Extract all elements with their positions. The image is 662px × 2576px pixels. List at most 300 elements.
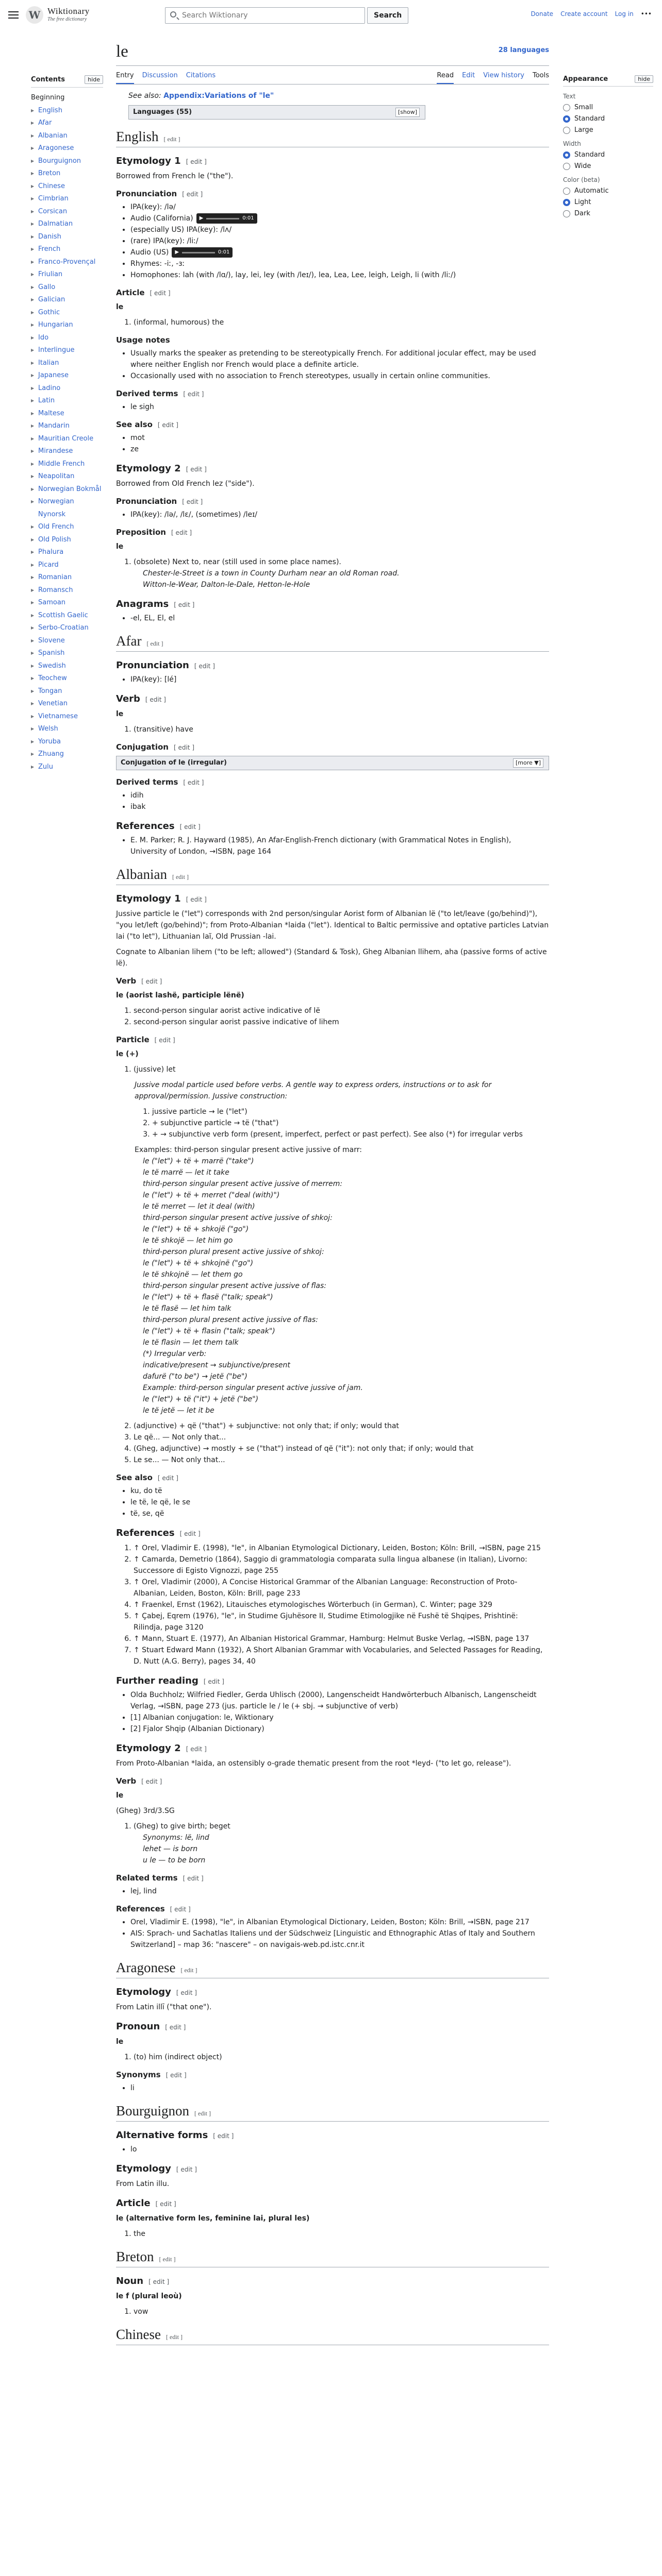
afar-derived-list-item[interactable]: • ibak xyxy=(130,801,549,812)
jussive-example: le ("let") + të + marrë ("take") xyxy=(143,1157,254,1165)
preposition-definitions-item: 1. (obsolete) Next to, near (still used in some place names). xyxy=(134,556,549,568)
chevron-right-icon[interactable]: ▶ xyxy=(31,752,35,756)
synonyms-line: Synonyms: lë, lind xyxy=(143,1834,209,1842)
edit-link[interactable]: [ edit ] xyxy=(141,1778,162,1785)
chevron-right-icon[interactable]: ▶ xyxy=(31,183,35,189)
aragonese-syn-list-item[interactable]: • li xyxy=(130,2082,549,2094)
further-reading-list-item: • [1] Albanian conjugation: le, Wiktionary xyxy=(130,1712,549,1723)
toc-item[interactable] xyxy=(31,521,103,534)
toc-item[interactable] xyxy=(31,420,103,433)
play-icon[interactable]: ▶ xyxy=(175,249,179,255)
edit-link[interactable]: [ edit ] xyxy=(180,1967,197,1974)
page-title-text: le xyxy=(116,42,128,61)
toc-item-label: English xyxy=(38,106,62,114)
site-name[interactable]: Wiktionary xyxy=(47,6,90,16)
chevron-right-icon[interactable]: ▶ xyxy=(31,209,35,214)
toc-item[interactable] xyxy=(31,458,103,471)
toc-item-label: Albanian xyxy=(38,131,68,140)
edit-link[interactable]: [ edit ] xyxy=(194,663,215,670)
english-etymology-text: Borrowed from French le ("the"). xyxy=(116,172,234,180)
jussive-example: third-person singular present active jussive of shkoj: xyxy=(143,1214,333,1222)
toc-item[interactable] xyxy=(31,761,103,774)
bourguignon-article-text: Article xyxy=(116,2198,151,2209)
toc-item[interactable] xyxy=(31,672,103,685)
jussive-example: le ("let") + të + merret ("deal (with)") xyxy=(143,1191,280,1199)
color-light-option[interactable]: Light xyxy=(563,198,653,206)
edit-link[interactable]: [ edit ] xyxy=(166,2333,183,2341)
chevron-right-icon[interactable]: ▶ xyxy=(31,499,35,504)
chevron-right-icon[interactable]: ▶ xyxy=(31,171,35,176)
tab-read[interactable]: Read xyxy=(437,72,454,84)
radio-icon xyxy=(563,127,570,134)
chevron-right-icon[interactable]: ▶ xyxy=(31,411,35,416)
edit-link[interactable]: [ edit ] xyxy=(159,2256,176,2263)
main-menu-icon[interactable] xyxy=(8,9,19,21)
jussive-example: third-person plural present active jussive of flas: xyxy=(143,1316,318,1324)
particle-def-item: 2. (adjunctive) + që ("that") + subjunctive: not only that; if only; would that xyxy=(134,1420,549,1432)
toc-item-label: Gothic xyxy=(38,308,60,316)
edit-link[interactable]: [ edit ] xyxy=(148,2278,169,2285)
afar-derived-text: Derived terms xyxy=(116,777,178,787)
afar-derived xyxy=(116,777,549,787)
aragonese-etymology-text: Etymology xyxy=(116,1987,171,1997)
edit-link[interactable]: [ edit ] xyxy=(158,421,178,429)
toc-item[interactable] xyxy=(31,685,103,698)
albanian-refs2-list-item: • Orel, Vladimir E. (1998), "le", in Albanian Etymological Dictionary, Leiden, Boston; Köln: Brill, →ISBN, page 217 xyxy=(130,1917,549,1928)
english-derived xyxy=(116,389,549,398)
particle-def-item: 5. Le se... — Not only that... xyxy=(134,1454,549,1466)
english-etymology-2 xyxy=(116,463,549,474)
section-afar xyxy=(116,633,549,652)
edit-link[interactable]: [ edit ] xyxy=(176,1989,197,1996)
toc-item[interactable] xyxy=(31,483,103,496)
edit-link[interactable]: [ edit ] xyxy=(182,191,203,198)
toc-item[interactable] xyxy=(31,635,103,648)
toc-item[interactable] xyxy=(31,408,103,420)
toc-item-label: Teochew xyxy=(38,674,67,682)
toc-item-label: Mirandese xyxy=(38,447,73,455)
edit-link[interactable]: [ edit ] xyxy=(156,2200,176,2208)
toc-item-label: Maltese xyxy=(38,409,64,417)
chevron-right-icon[interactable]: ▶ xyxy=(31,108,35,113)
particle-def-item: 4. (Gheg, adjunctive) → mostly + se ("that") instead of që ("it"): not only that; if only; would that xyxy=(134,1443,549,1454)
preposition-definitions xyxy=(116,556,549,568)
afar-pronunciation xyxy=(116,660,549,671)
breton-noun-text: Noun xyxy=(116,2276,144,2286)
chevron-right-icon[interactable]: ▶ xyxy=(31,651,35,655)
chevron-right-icon[interactable]: ▶ xyxy=(31,373,35,378)
particle-description: Jussive modal particle used before verbs. A gentle way to express orders, instructions or to ask for approval/permission. Jussive construction: xyxy=(135,1081,492,1100)
toc-item-label: Breton xyxy=(38,170,61,177)
aragonese-etymology xyxy=(116,1987,549,1997)
chevron-right-icon[interactable]: ▶ xyxy=(31,676,35,681)
chevron-right-icon[interactable]: ▶ xyxy=(31,423,35,428)
jussive-example: Example: third-person singular present active jussive of jam. xyxy=(143,1384,363,1392)
afar-pronunciation-list-item: • IPA(key): [lé] xyxy=(130,674,549,685)
chevron-right-icon[interactable]: ▶ xyxy=(31,146,35,150)
chevron-right-icon[interactable]: ▶ xyxy=(31,688,35,693)
toc-item-label: Bourguignon xyxy=(38,157,81,165)
chevron-right-icon[interactable]: ▶ xyxy=(31,524,35,529)
albanian-particle xyxy=(116,1035,549,1044)
toc-item-label: Corsican xyxy=(38,207,68,215)
toc-item[interactable] xyxy=(31,736,103,749)
english-preposition xyxy=(116,528,549,537)
toc-item[interactable] xyxy=(31,92,103,105)
toc-item[interactable] xyxy=(31,710,103,723)
languages-box-title: Languages (55) xyxy=(133,108,192,116)
toc-item[interactable] xyxy=(31,117,103,130)
further-reading-list xyxy=(116,1689,549,1735)
particle-construction-list xyxy=(135,1106,549,1140)
toc-item[interactable] xyxy=(31,597,103,609)
afar-refs-list xyxy=(116,835,549,857)
toc-item[interactable] xyxy=(31,294,103,307)
section-bourguignon-text: Bourguignon xyxy=(116,2103,190,2119)
conjugation-table-toggle[interactable] xyxy=(116,756,549,770)
pronunciation-item xyxy=(130,235,549,247)
toc-item[interactable] xyxy=(31,496,103,521)
jussive-example: le ("let") + të + flasin ("talk; speak") xyxy=(143,1327,275,1335)
bourguignon-alt-list xyxy=(116,2144,549,2155)
afar-refs-list-item: • E. M. Parker; R. J. Hayward (1985), An Afar-English-French dictionary (with Grammatical Notes in English), University of London, →ISBN, page 164 xyxy=(130,835,549,857)
toc-item[interactable] xyxy=(31,609,103,622)
search-input[interactable] xyxy=(182,8,357,23)
languages-box[interactable] xyxy=(128,105,425,120)
pronunciation-item xyxy=(130,269,549,281)
see-also-prefix: See also: xyxy=(128,92,161,100)
see-also-list-item[interactable]: • mot xyxy=(130,432,549,444)
toc-item[interactable] xyxy=(31,395,103,408)
toc-item[interactable] xyxy=(31,559,103,572)
chevron-right-icon[interactable]: ▶ xyxy=(31,158,35,163)
tab-entry[interactable]: Entry xyxy=(116,72,134,84)
toc-item[interactable] xyxy=(31,243,103,256)
edit-link[interactable]: [ edit ] xyxy=(172,873,189,880)
toc-item[interactable] xyxy=(31,193,103,206)
language-selector[interactable]: 28 languages xyxy=(498,46,549,54)
edit-link[interactable]: [ edit ] xyxy=(150,290,171,297)
chevron-right-icon[interactable]: ▶ xyxy=(31,575,35,580)
toc-item[interactable] xyxy=(31,142,103,155)
toc-item-label: Japanese xyxy=(38,371,69,379)
albanian-references xyxy=(116,1528,549,1538)
audio-player[interactable] xyxy=(172,247,233,258)
audio-player[interactable] xyxy=(196,213,257,224)
edit-link[interactable]: [ edit ] xyxy=(170,1906,191,1913)
verb-label: (Gheg) 3rd/3.SG xyxy=(116,1807,175,1815)
usage-notes-item: • Usually marks the speaker as pretending to be stereotypically French. For additional jocular effect, may be used where neither English nor French would place a definite article. xyxy=(130,348,549,370)
chevron-right-icon[interactable]: ▶ xyxy=(31,121,35,125)
albanian-see-also-list-item[interactable]: • të, se, që xyxy=(130,1508,549,1519)
chevron-right-icon[interactable]: ▶ xyxy=(31,348,35,352)
toc-item[interactable] xyxy=(31,180,103,193)
tab-tools[interactable]: Tools xyxy=(532,72,549,79)
afar-derived-list-item[interactable]: • idih xyxy=(130,790,549,801)
chevron-right-icon[interactable]: ▶ xyxy=(31,537,35,542)
chevron-right-icon[interactable]: ▶ xyxy=(31,726,35,731)
edit-link[interactable]: [ edit ] xyxy=(171,529,192,536)
chevron-right-icon[interactable]: ▶ xyxy=(31,562,35,567)
toc-item[interactable] xyxy=(31,319,103,332)
edit-link[interactable]: [ edit ] xyxy=(141,978,162,985)
usage-notes-item: • Occasionally used with no association to French stereotypes, usually in certain online communities. xyxy=(130,370,549,382)
verb-example: u le — to be born xyxy=(143,1856,206,1865)
radio-icon xyxy=(563,210,570,217)
search-box[interactable] xyxy=(165,7,365,24)
aragonese-pronoun xyxy=(116,2021,549,2032)
page-title xyxy=(116,43,549,66)
width-standard-option[interactable]: Standard xyxy=(563,151,653,159)
main-content xyxy=(116,43,549,2345)
tab-citations[interactable]: Citations xyxy=(186,72,216,79)
edit-link[interactable]: [ edit ] xyxy=(186,466,207,473)
edit-link[interactable]: [ edit ] xyxy=(183,391,204,398)
toc-item[interactable] xyxy=(31,281,103,294)
edit-link[interactable]: [ edit ] xyxy=(180,1530,201,1537)
chevron-right-icon[interactable]: ▶ xyxy=(31,436,35,441)
toc-item[interactable] xyxy=(31,344,103,357)
aragonese-syn-list xyxy=(116,2082,549,2094)
chevron-right-icon[interactable]: ▶ xyxy=(31,385,35,391)
chevron-right-icon[interactable]: ▶ xyxy=(31,259,35,264)
chevron-right-icon[interactable]: ▶ xyxy=(31,398,35,403)
edit-link[interactable]: [ edit ] xyxy=(183,779,204,786)
edit-link[interactable]: [ edit ] xyxy=(204,1678,224,1685)
chevron-right-icon[interactable]: ▶ xyxy=(31,284,35,290)
usage-notes-heading: Usage notes xyxy=(116,335,170,345)
tab-discussion[interactable]: Discussion xyxy=(142,72,178,79)
toc-item[interactable] xyxy=(31,723,103,736)
toc-item[interactable] xyxy=(31,268,103,281)
chevron-right-icon[interactable]: ▶ xyxy=(31,335,35,340)
appearance-hide-button[interactable]: hide xyxy=(635,75,653,83)
chevron-right-icon[interactable]: ▶ xyxy=(31,234,35,239)
conjugation-toggle[interactable]: [more ▼] xyxy=(513,758,543,768)
chevron-right-icon[interactable]: ▶ xyxy=(31,625,35,630)
create-account-link[interactable]: Create account xyxy=(560,10,608,18)
color-dark-option[interactable]: Dark xyxy=(563,210,653,217)
toc-item[interactable] xyxy=(31,218,103,231)
audio-progress[interactable] xyxy=(206,218,239,219)
derived-terms-item[interactable]: • le sigh xyxy=(130,401,549,413)
toc-item[interactable] xyxy=(31,433,103,446)
tab-view-history[interactable]: View history xyxy=(483,72,524,79)
chevron-right-icon[interactable]: ▶ xyxy=(31,613,35,618)
toc-item-label: Friulian xyxy=(38,270,63,278)
pronunciation-item xyxy=(130,201,549,213)
toc-item[interactable] xyxy=(31,307,103,319)
edit-link[interactable]: [ edit ] xyxy=(158,1475,178,1482)
toc-item[interactable] xyxy=(31,470,103,483)
toc-item-label: Middle French xyxy=(38,460,85,468)
chevron-right-icon[interactable]: ▶ xyxy=(31,247,35,251)
albanian-see-also-list-item[interactable]: • ku, do të xyxy=(130,1485,549,1497)
see-also-list xyxy=(116,432,549,455)
edit-link[interactable]: [ edit ] xyxy=(183,1875,204,1882)
bourguignon-etymology xyxy=(116,2163,549,2174)
section-aragonese-text: Aragonese xyxy=(116,1960,176,1975)
chevron-right-icon[interactable]: ▶ xyxy=(31,461,35,466)
toc-item[interactable] xyxy=(31,130,103,143)
toc-item[interactable] xyxy=(31,332,103,345)
text-large-option[interactable]: Large xyxy=(563,126,653,134)
page-tabs xyxy=(116,66,549,84)
edit-link[interactable]: [ edit ] xyxy=(180,823,201,831)
width-wide-option[interactable]: Wide xyxy=(563,162,653,170)
toc-item[interactable] xyxy=(31,647,103,660)
toc-item[interactable] xyxy=(31,571,103,584)
edit-link[interactable]: [ edit ] xyxy=(174,744,194,751)
albanian-particle-defs xyxy=(116,1064,549,1075)
edit-link[interactable]: [ edit ] xyxy=(186,158,207,165)
albanian-etymology-text: Jussive particle le ("let") corresponds with 2nd person/singular Aorist form of Albanian lë ("to let/leave (go/behind)"), "you let/left (go/behind)"; from Proto-Albanian *laida ("let"). Identical to Baltic permissive and optative particles Latvian lai ("to let"), Lithuanian laĩ, Old Prussian -lai. xyxy=(116,910,549,941)
jussive-example: le të marrë — let it take xyxy=(143,1168,229,1177)
toc-item-label: Danish xyxy=(38,232,61,241)
chevron-right-icon[interactable]: ▶ xyxy=(31,486,35,492)
chevron-right-icon[interactable]: ▶ xyxy=(31,323,35,327)
chevron-right-icon[interactable]: ▶ xyxy=(31,133,35,138)
toc-item[interactable] xyxy=(31,206,103,218)
edit-link[interactable]: [ edit ] xyxy=(186,1745,207,1753)
play-icon[interactable]: ▶ xyxy=(199,215,204,221)
radio-icon xyxy=(563,188,570,195)
albanian-see-also-text: See also xyxy=(116,1473,153,1482)
edit-link[interactable]: [ edit ] xyxy=(176,2166,197,2173)
text-small-option[interactable]: Small xyxy=(563,104,653,111)
search-button[interactable]: Search xyxy=(367,7,408,24)
further-reading-list-item: • Olda Buchholz; Wilfried Fiedler, Gerda Uhlisch (2000), Langenscheidt Handwörterbuch Albanisch, Langenscheidt Verlag, →ISBN, page 273 (jus. particle le / le (+ sbj. → subjunctive of verb) xyxy=(130,1689,549,1712)
donate-link[interactable]: Donate xyxy=(531,10,554,18)
toc-item[interactable] xyxy=(31,546,103,559)
chevron-right-icon[interactable]: ▶ xyxy=(31,739,35,744)
see-also-link[interactable]: Appendix:Variations of "le" xyxy=(163,92,274,100)
chevron-right-icon[interactable]: ▶ xyxy=(31,587,35,592)
chevron-right-icon[interactable]: ▶ xyxy=(31,701,35,706)
toc-item[interactable] xyxy=(31,748,103,761)
jussive-example: third-person plural present active jussive of shkoj: xyxy=(143,1248,324,1256)
chevron-right-icon[interactable]: ▶ xyxy=(31,310,35,315)
chevron-right-icon[interactable]: ▶ xyxy=(31,600,35,605)
english-pronunciation-2 xyxy=(116,497,549,506)
wiktionary-logo-icon[interactable]: W xyxy=(26,6,43,24)
toc-hide-button[interactable]: hide xyxy=(85,75,103,84)
toc-item[interactable] xyxy=(31,622,103,635)
chevron-right-icon[interactable]: ▶ xyxy=(31,714,35,719)
albanian-refs-list-item: 1. ↑ Orel, Vladimir E. (1998), "le", in Albanian Etymological Dictionary, Leiden, Boston; Köln: Brill, →ISBN, page 215 xyxy=(134,1543,549,1554)
afar-definitions-item: 1. (transitive) have xyxy=(134,724,549,735)
albanian-refs-list-item: 3. ↑ Orel, Vladimir (2000), A Concise Historical Grammar of the Albanian Language: Reconstruction of Proto-Albanian, Leiden, Boston, Köln: Brill, page 233 xyxy=(134,1577,549,1599)
toc-item-label: Slovene xyxy=(38,636,65,645)
chevron-right-icon[interactable]: ▶ xyxy=(31,663,35,668)
section-english xyxy=(116,129,549,147)
albanian-see-also-list-item[interactable]: • le të, le që, le se xyxy=(130,1497,549,1508)
chevron-right-icon[interactable]: ▶ xyxy=(31,638,35,643)
toc-item-label: Welsh xyxy=(38,725,58,733)
english-pronunciation-2-text: Pronunciation xyxy=(116,497,177,506)
toc-item[interactable] xyxy=(31,231,103,244)
toc-item-label: Old Polish xyxy=(38,535,71,544)
toc-item[interactable] xyxy=(31,369,103,382)
toc-item-label: Franco-Provençal xyxy=(38,258,96,266)
edit-link[interactable]: [ edit ] xyxy=(145,696,166,703)
related-terms-list-item[interactable]: • lej, lind xyxy=(130,1886,549,1897)
chevron-right-icon[interactable]: ▶ xyxy=(31,449,35,453)
jussive-example: third-person singular present active jussive of flas: xyxy=(143,1282,327,1290)
chevron-right-icon[interactable]: ▶ xyxy=(31,272,35,277)
toc-item-label: Picard xyxy=(38,561,59,569)
toc-item[interactable] xyxy=(31,445,103,458)
radio-checked-icon xyxy=(563,199,570,206)
bourguignon-alt-list-item[interactable]: • lo xyxy=(130,2144,549,2155)
albanian-related xyxy=(116,1873,549,1883)
toc-item[interactable] xyxy=(31,357,103,370)
toc-item[interactable] xyxy=(31,534,103,547)
chevron-right-icon[interactable]: ▶ xyxy=(31,196,35,201)
chevron-right-icon[interactable]: ▶ xyxy=(31,222,35,226)
edit-link[interactable]: [ edit ] xyxy=(194,2110,211,2117)
verb-example: lehet — is born xyxy=(143,1845,198,1853)
bourguignon-defs-item: 1. the xyxy=(134,2228,549,2240)
chevron-right-icon[interactable]: ▶ xyxy=(31,360,35,365)
afar-pronunciation-text: Pronunciation xyxy=(116,660,189,671)
edit-link[interactable]: [ edit ] xyxy=(164,135,180,143)
edit-link[interactable]: [ edit ] xyxy=(166,2072,187,2079)
edit-link[interactable]: [ edit ] xyxy=(182,498,203,505)
albanian-refs-list-item: 2. ↑ Camarda, Demetrio (1864), Saggio di grammatologia comparata sulla lingua albanese (in Italian), Livorno: Successore di Egisto Vignozzi, page 255 xyxy=(134,1554,549,1577)
edit-link[interactable]: [ edit ] xyxy=(174,601,194,608)
toc-item[interactable] xyxy=(31,698,103,710)
bourguignon-defs xyxy=(116,2228,549,2240)
more-options-icon[interactable]: ••• xyxy=(640,10,652,18)
tab-edit[interactable]: Edit xyxy=(462,72,475,79)
chevron-right-icon[interactable]: ▶ xyxy=(31,297,35,302)
aragonese-synonyms-text: Synonyms xyxy=(116,2070,161,2079)
toc-item[interactable] xyxy=(31,660,103,673)
toc-item[interactable] xyxy=(31,256,103,269)
toc-item[interactable] xyxy=(31,155,103,168)
chevron-right-icon[interactable]: ▶ xyxy=(31,474,35,479)
breton-noun xyxy=(116,2276,549,2286)
text-standard-option[interactable]: Standard xyxy=(563,115,653,123)
languages-box-toggle[interactable]: [show] xyxy=(395,108,420,117)
color-auto-option[interactable]: Automatic xyxy=(563,187,653,195)
toc-item[interactable] xyxy=(31,105,103,117)
login-link[interactable]: Log in xyxy=(615,10,634,18)
audio-progress[interactable] xyxy=(182,252,215,253)
english-definitions xyxy=(116,317,549,328)
toc-item-label: Galician xyxy=(38,296,65,303)
edit-link[interactable]: [ edit ] xyxy=(165,2024,186,2031)
albanian-see-also-list xyxy=(116,1485,549,1519)
anagrams-list-item[interactable]: • -el, EL, El, el xyxy=(130,613,549,624)
toc-item[interactable] xyxy=(31,382,103,395)
edit-link[interactable]: [ edit ] xyxy=(213,2132,234,2140)
chevron-right-icon[interactable]: ▶ xyxy=(31,550,35,554)
afar-definitions xyxy=(116,724,549,735)
toc-item[interactable] xyxy=(31,584,103,597)
toc-item[interactable] xyxy=(31,167,103,180)
albanian-see-also xyxy=(116,1473,549,1482)
edit-link[interactable]: [ edit ] xyxy=(186,896,207,903)
headword: le xyxy=(116,543,124,551)
toc-item-label: Samoan xyxy=(38,599,66,606)
edit-link[interactable]: [ edit ] xyxy=(155,1037,175,1044)
chevron-right-icon[interactable]: ▶ xyxy=(31,764,35,769)
english-article xyxy=(116,288,549,297)
edit-link[interactable]: [ edit ] xyxy=(146,640,163,647)
see-also-list-item[interactable]: • ze xyxy=(130,444,549,455)
